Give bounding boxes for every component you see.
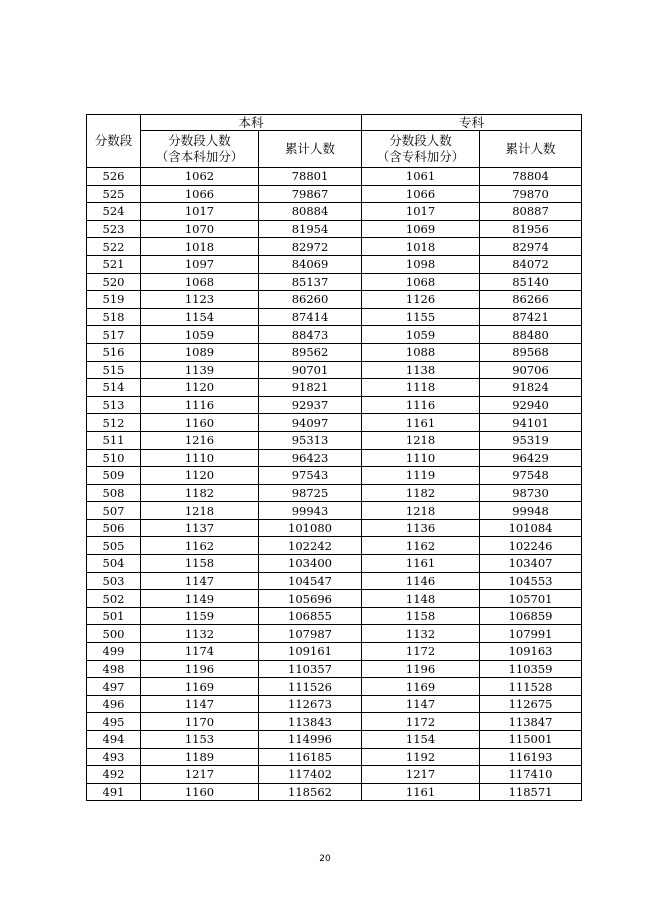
score-cell: 500	[87, 625, 141, 643]
vocational-cumulative-cell: 86266	[480, 291, 582, 309]
table-row	[87, 255, 582, 273]
undergrad-count-cell: 1066	[141, 185, 259, 203]
vocational-count-cell: 1172	[362, 643, 480, 661]
vocational-count-cell: 1138	[362, 361, 480, 379]
undergrad-cumulative-cell: 94097	[259, 414, 362, 432]
vocational-cumulative-cell: 102246	[480, 537, 582, 555]
table-row	[87, 220, 582, 238]
undergrad-count-cell: 1137	[141, 519, 259, 537]
undergrad-count-cell: 1218	[141, 502, 259, 520]
table-row	[87, 695, 582, 713]
vocational-count-cell: 1161	[362, 783, 480, 801]
score-cell: 508	[87, 484, 141, 502]
undergrad-cumulative-cell: 98725	[259, 484, 362, 502]
undergrad-cumulative-cell: 88473	[259, 326, 362, 344]
score-distribution-table	[86, 114, 582, 801]
vocational-count-cell: 1192	[362, 748, 480, 766]
undergrad-cumulative-cell: 113843	[259, 713, 362, 731]
table-row	[87, 431, 582, 449]
table-row	[87, 766, 582, 784]
vocational-cumulative-cell: 97548	[480, 467, 582, 485]
undergrad-count-cell: 1089	[141, 343, 259, 361]
table-row	[87, 590, 582, 608]
table-row	[87, 291, 582, 309]
score-cell: 492	[87, 766, 141, 784]
undergrad-cumulative-cell: 90701	[259, 361, 362, 379]
score-cell: 491	[87, 783, 141, 801]
undergrad-count-header-line1: 分数段人数	[168, 133, 231, 148]
table-row	[87, 185, 582, 203]
undergrad-cumulative-cell: 97543	[259, 467, 362, 485]
score-cell: 519	[87, 291, 141, 309]
vocational-cumulative-cell: 109163	[480, 643, 582, 661]
table-body	[87, 168, 582, 801]
undergrad-cumulative-cell: 79867	[259, 185, 362, 203]
undergrad-count-cell: 1159	[141, 607, 259, 625]
score-cell: 520	[87, 273, 141, 291]
header-row-top	[87, 115, 582, 131]
score-cell: 499	[87, 643, 141, 661]
undergrad-count-header	[141, 131, 259, 168]
vocational-header: 专科	[362, 115, 582, 131]
table-row	[87, 379, 582, 397]
score-cell: 495	[87, 713, 141, 731]
vocational-count-header-line1: 分数段人数	[389, 133, 452, 148]
score-cell: 515	[87, 361, 141, 379]
score-cell: 498	[87, 660, 141, 678]
score-cell: 514	[87, 379, 141, 397]
vocational-count-cell: 1146	[362, 572, 480, 590]
undergrad-count-cell: 1189	[141, 748, 259, 766]
undergrad-count-cell: 1182	[141, 484, 259, 502]
undergrad-cumulative-cell: 111526	[259, 678, 362, 696]
undergrad-cumulative-cell: 96423	[259, 449, 362, 467]
undergrad-count-cell: 1216	[141, 431, 259, 449]
table-row	[87, 238, 582, 256]
undergrad-count-cell: 1097	[141, 255, 259, 273]
table-row	[87, 273, 582, 291]
vocational-cumulative-cell: 105701	[480, 590, 582, 608]
undergrad-cumulative-cell: 118562	[259, 783, 362, 801]
vocational-cumulative-cell: 88480	[480, 326, 582, 344]
vocational-count-cell: 1147	[362, 695, 480, 713]
undergrad-count-cell: 1154	[141, 308, 259, 326]
vocational-cumulative-cell: 116193	[480, 748, 582, 766]
undergrad-cumulative-cell: 104547	[259, 572, 362, 590]
score-cell: 521	[87, 255, 141, 273]
vocational-count-cell: 1126	[362, 291, 480, 309]
vocational-cumulative-cell: 115001	[480, 731, 582, 749]
undergrad-count-cell: 1059	[141, 326, 259, 344]
undergrad-cumulative-cell: 99943	[259, 502, 362, 520]
vocational-count-cell: 1217	[362, 766, 480, 784]
vocational-cumulative-cell: 95319	[480, 431, 582, 449]
undergrad-cumulative-cell: 89562	[259, 343, 362, 361]
undergrad-count-cell: 1160	[141, 783, 259, 801]
vocational-count-cell: 1148	[362, 590, 480, 608]
vocational-cumulative-cell: 110359	[480, 660, 582, 678]
undergrad-cumulative-cell: 106855	[259, 607, 362, 625]
score-cell: 506	[87, 519, 141, 537]
table-row	[87, 625, 582, 643]
vocational-count-cell: 1116	[362, 396, 480, 414]
vocational-cumulative-cell: 101084	[480, 519, 582, 537]
vocational-cumulative-cell: 89568	[480, 343, 582, 361]
vocational-cumulative-cell: 96429	[480, 449, 582, 467]
vocational-count-cell: 1158	[362, 607, 480, 625]
vocational-count-cell: 1132	[362, 625, 480, 643]
undergrad-count-cell: 1120	[141, 379, 259, 397]
undergrad-count-cell: 1120	[141, 467, 259, 485]
undergrad-count-cell: 1116	[141, 396, 259, 414]
undergrad-cumulative-cell: 84069	[259, 255, 362, 273]
vocational-count-cell: 1172	[362, 713, 480, 731]
table-row	[87, 555, 582, 573]
vocational-cumulative-header: 累计人数	[480, 131, 582, 168]
undergrad-cumulative-cell: 110357	[259, 660, 362, 678]
undergrad-count-cell: 1147	[141, 572, 259, 590]
undergrad-count-cell: 1153	[141, 731, 259, 749]
table-row	[87, 449, 582, 467]
vocational-count-cell: 1155	[362, 308, 480, 326]
table-row	[87, 484, 582, 502]
vocational-cumulative-cell: 82974	[480, 238, 582, 256]
table-row	[87, 572, 582, 590]
undergrad-count-cell: 1139	[141, 361, 259, 379]
vocational-cumulative-cell: 79870	[480, 185, 582, 203]
undergrad-cumulative-cell: 114996	[259, 731, 362, 749]
undergrad-cumulative-cell: 109161	[259, 643, 362, 661]
undergrad-cumulative-cell: 95313	[259, 431, 362, 449]
table-row	[87, 203, 582, 221]
vocational-count-cell: 1136	[362, 519, 480, 537]
undergrad-cumulative-cell: 80884	[259, 203, 362, 221]
vocational-count-cell: 1118	[362, 379, 480, 397]
vocational-cumulative-cell: 118571	[480, 783, 582, 801]
vocational-cumulative-cell: 90706	[480, 361, 582, 379]
score-cell: 497	[87, 678, 141, 696]
vocational-cumulative-cell: 99948	[480, 502, 582, 520]
score-cell: 524	[87, 203, 141, 221]
table-row	[87, 519, 582, 537]
vocational-count-cell: 1068	[362, 273, 480, 291]
vocational-count-cell: 1161	[362, 555, 480, 573]
vocational-count-cell: 1088	[362, 343, 480, 361]
header-row-sub	[87, 131, 582, 168]
undergrad-cumulative-cell: 78801	[259, 168, 362, 186]
vocational-count-cell: 1119	[362, 467, 480, 485]
table-row	[87, 308, 582, 326]
score-cell: 504	[87, 555, 141, 573]
page-number: 20	[319, 854, 331, 864]
vocational-cumulative-cell: 107991	[480, 625, 582, 643]
table-row	[87, 168, 582, 186]
undergrad-cumulative-cell: 85137	[259, 273, 362, 291]
undergrad-cumulative-cell: 86260	[259, 291, 362, 309]
vocational-cumulative-cell: 106859	[480, 607, 582, 625]
undergrad-cumulative-cell: 105696	[259, 590, 362, 608]
score-cell: 507	[87, 502, 141, 520]
table-row	[87, 343, 582, 361]
vocational-count-header-line2: （含专科加分）	[376, 149, 465, 164]
undergrad-count-cell: 1174	[141, 643, 259, 661]
vocational-cumulative-cell: 84072	[480, 255, 582, 273]
undergrad-count-cell: 1162	[141, 537, 259, 555]
score-cell: 494	[87, 731, 141, 749]
vocational-count-cell: 1110	[362, 449, 480, 467]
table-row	[87, 713, 582, 731]
undergrad-cumulative-cell: 116185	[259, 748, 362, 766]
vocational-cumulative-cell: 81956	[480, 220, 582, 238]
table-row	[87, 537, 582, 555]
score-cell: 517	[87, 326, 141, 344]
vocational-count-cell: 1162	[362, 537, 480, 555]
undergrad-count-cell: 1018	[141, 238, 259, 256]
vocational-cumulative-cell: 111528	[480, 678, 582, 696]
table-row	[87, 396, 582, 414]
table-row	[87, 414, 582, 432]
vocational-count-cell: 1061	[362, 168, 480, 186]
undergrad-count-cell: 1017	[141, 203, 259, 221]
vocational-count-cell: 1169	[362, 678, 480, 696]
score-cell: 523	[87, 220, 141, 238]
undergrad-cumulative-cell: 92937	[259, 396, 362, 414]
score-cell: 522	[87, 238, 141, 256]
undergrad-count-cell: 1217	[141, 766, 259, 784]
vocational-count-cell: 1182	[362, 484, 480, 502]
score-cell: 525	[87, 185, 141, 203]
table-row	[87, 643, 582, 661]
undergrad-count-cell: 1158	[141, 555, 259, 573]
vocational-cumulative-cell: 112675	[480, 695, 582, 713]
undergrad-count-cell: 1062	[141, 168, 259, 186]
undergrad-cumulative-cell: 102242	[259, 537, 362, 555]
score-cell: 496	[87, 695, 141, 713]
vocational-cumulative-cell: 104553	[480, 572, 582, 590]
vocational-cumulative-cell: 85140	[480, 273, 582, 291]
vocational-count-cell: 1018	[362, 238, 480, 256]
undergrad-cumulative-cell: 81954	[259, 220, 362, 238]
undergrad-cumulative-cell: 87414	[259, 308, 362, 326]
undergrad-cumulative-cell: 107987	[259, 625, 362, 643]
score-cell: 505	[87, 537, 141, 555]
vocational-count-cell: 1218	[362, 431, 480, 449]
score-cell: 511	[87, 431, 141, 449]
table-row	[87, 783, 582, 801]
table-row	[87, 660, 582, 678]
vocational-count-cell: 1161	[362, 414, 480, 432]
vocational-count-cell: 1066	[362, 185, 480, 203]
vocational-cumulative-cell: 92940	[480, 396, 582, 414]
score-cell: 512	[87, 414, 141, 432]
vocational-count-cell: 1098	[362, 255, 480, 273]
vocational-cumulative-cell: 94101	[480, 414, 582, 432]
undergrad-cumulative-cell: 101080	[259, 519, 362, 537]
vocational-cumulative-cell: 117410	[480, 766, 582, 784]
vocational-cumulative-cell: 103407	[480, 555, 582, 573]
vocational-count-cell: 1154	[362, 731, 480, 749]
undergrad-count-header-line2: （含本科加分）	[155, 149, 244, 164]
undergrad-count-cell: 1196	[141, 660, 259, 678]
score-cell: 502	[87, 590, 141, 608]
undergrad-cumulative-cell: 112673	[259, 695, 362, 713]
vocational-count-cell: 1017	[362, 203, 480, 221]
vocational-cumulative-cell: 98730	[480, 484, 582, 502]
undergrad-count-cell: 1147	[141, 695, 259, 713]
table-row	[87, 731, 582, 749]
score-cell: 509	[87, 467, 141, 485]
score-cell: 516	[87, 343, 141, 361]
undergrad-count-cell: 1123	[141, 291, 259, 309]
vocational-count-cell: 1059	[362, 326, 480, 344]
table-row	[87, 678, 582, 696]
table-row	[87, 326, 582, 344]
undergrad-count-cell: 1160	[141, 414, 259, 432]
undergraduate-header: 本科	[141, 115, 362, 131]
score-cell: 501	[87, 607, 141, 625]
undergrad-cumulative-cell: 103400	[259, 555, 362, 573]
undergrad-cumulative-header: 累计人数	[259, 131, 362, 168]
score-segment-header: 分数段	[87, 115, 141, 168]
vocational-count-cell: 1218	[362, 502, 480, 520]
undergrad-cumulative-cell: 91821	[259, 379, 362, 397]
vocational-cumulative-cell: 91824	[480, 379, 582, 397]
score-cell: 493	[87, 748, 141, 766]
undergrad-cumulative-cell: 82972	[259, 238, 362, 256]
vocational-cumulative-cell: 87421	[480, 308, 582, 326]
vocational-count-header	[362, 131, 480, 168]
undergrad-count-cell: 1149	[141, 590, 259, 608]
vocational-count-cell: 1196	[362, 660, 480, 678]
table-row	[87, 467, 582, 485]
undergrad-count-cell: 1169	[141, 678, 259, 696]
score-cell: 503	[87, 572, 141, 590]
undergrad-count-cell: 1170	[141, 713, 259, 731]
undergrad-count-cell: 1068	[141, 273, 259, 291]
score-cell: 513	[87, 396, 141, 414]
vocational-count-cell: 1069	[362, 220, 480, 238]
vocational-cumulative-cell: 113847	[480, 713, 582, 731]
score-cell: 518	[87, 308, 141, 326]
table-row	[87, 361, 582, 379]
table-row	[87, 748, 582, 766]
vocational-cumulative-cell: 78804	[480, 168, 582, 186]
score-cell: 510	[87, 449, 141, 467]
table-row	[87, 502, 582, 520]
undergrad-count-cell: 1110	[141, 449, 259, 467]
undergrad-count-cell: 1070	[141, 220, 259, 238]
undergrad-count-cell: 1132	[141, 625, 259, 643]
vocational-cumulative-cell: 80887	[480, 203, 582, 221]
table-row	[87, 607, 582, 625]
undergrad-cumulative-cell: 117402	[259, 766, 362, 784]
score-cell: 526	[87, 168, 141, 186]
